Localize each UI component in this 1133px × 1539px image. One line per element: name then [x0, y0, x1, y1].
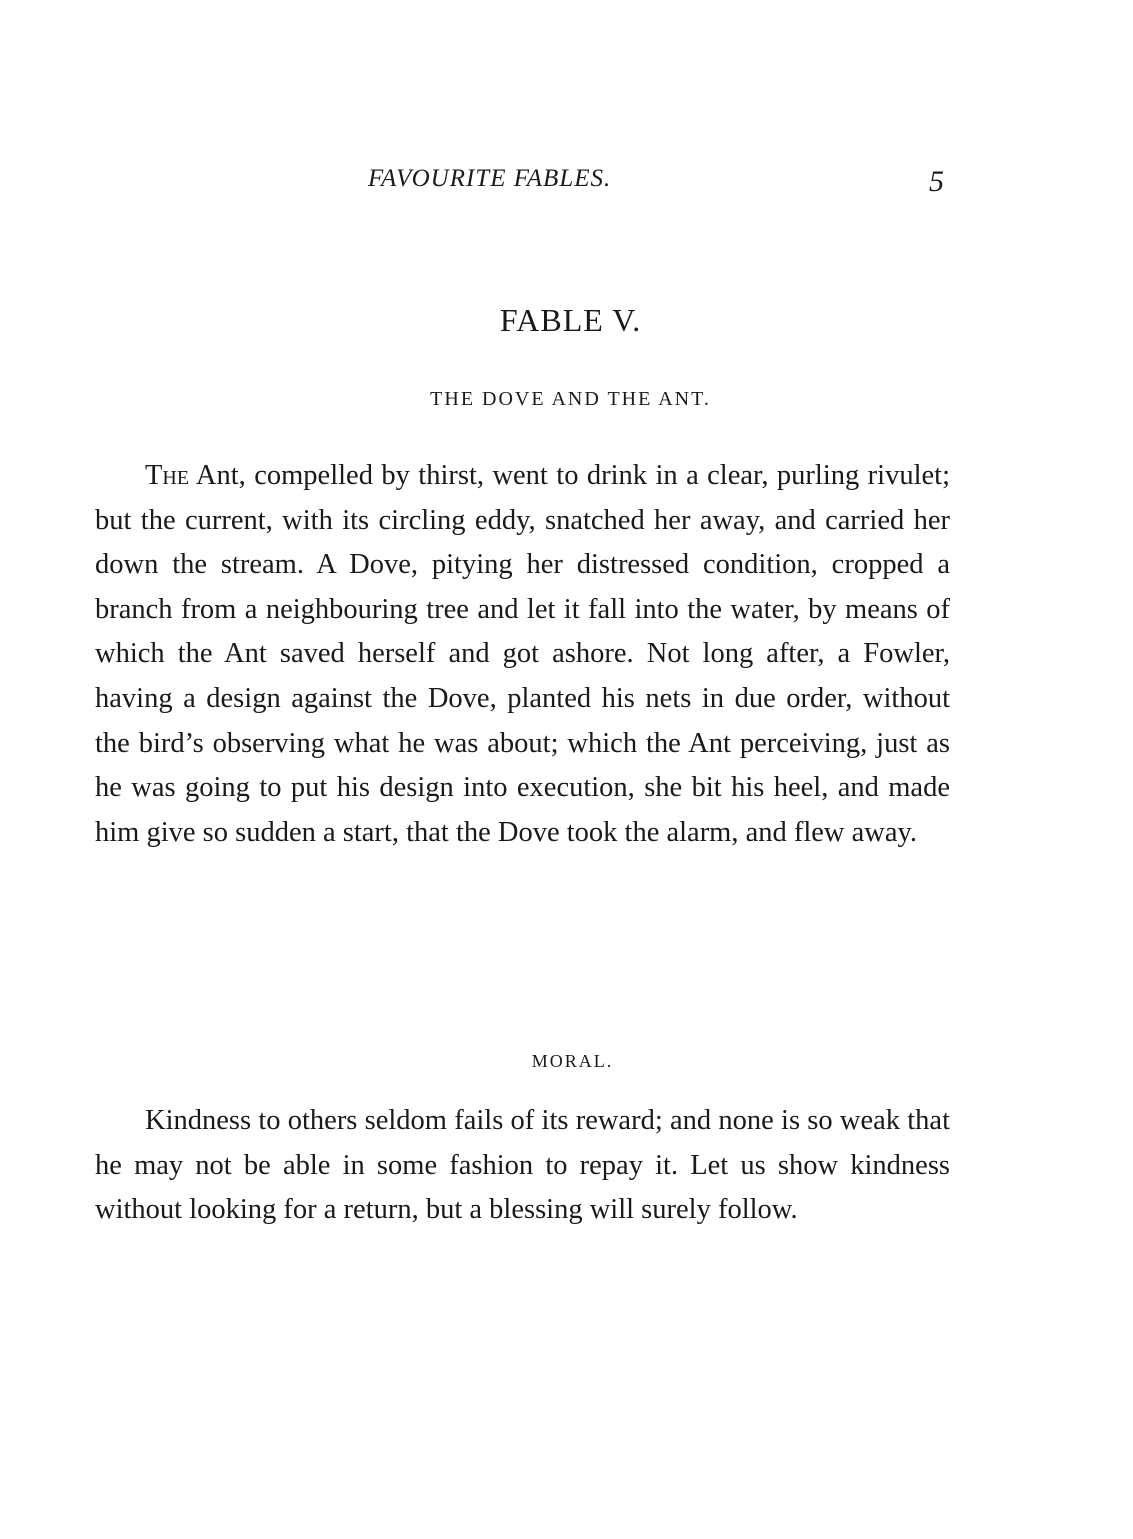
running-title: FAVOURITE FABLES. [368, 165, 612, 192]
moral-body: Kindness to others seldom fails of its reward; and none is so weak that he may not be able in some fashion to repay it. Let us show kindness without looking for a return, but a blessing will surely follow. [95, 1105, 950, 1226]
running-head [0, 165, 1133, 199]
fable-body [95, 454, 950, 855]
moral-heading: MORAL. [531, 1051, 614, 1071]
page-number: 5 [929, 165, 944, 198]
fable-body-text: Ant, compelled by thirst, went to drink in a clear, purling rivulet; but the current, with its circling eddy, snatched her away, and carried her down the stream. A Dove, pitying her distressed condition, cropped a branch from a neighbouring tree and let it fall into the water, by means of which the Ant saved herself and got ashore. Not long after, a Fowler, having a design against the Dove, planted his nets in due order, without the bird’s observing what he was about; which the Ant perceiving, just as he was going to put his design into execution, she bit his heel, and made him give so sudden a start, that the Dove took the alarm, and flew away. [95, 460, 950, 848]
fable-first-word: The [145, 460, 190, 491]
fable-number: FABLE V. [499, 302, 642, 338]
fable-title: THE DOVE AND THE ANT. [430, 388, 711, 410]
